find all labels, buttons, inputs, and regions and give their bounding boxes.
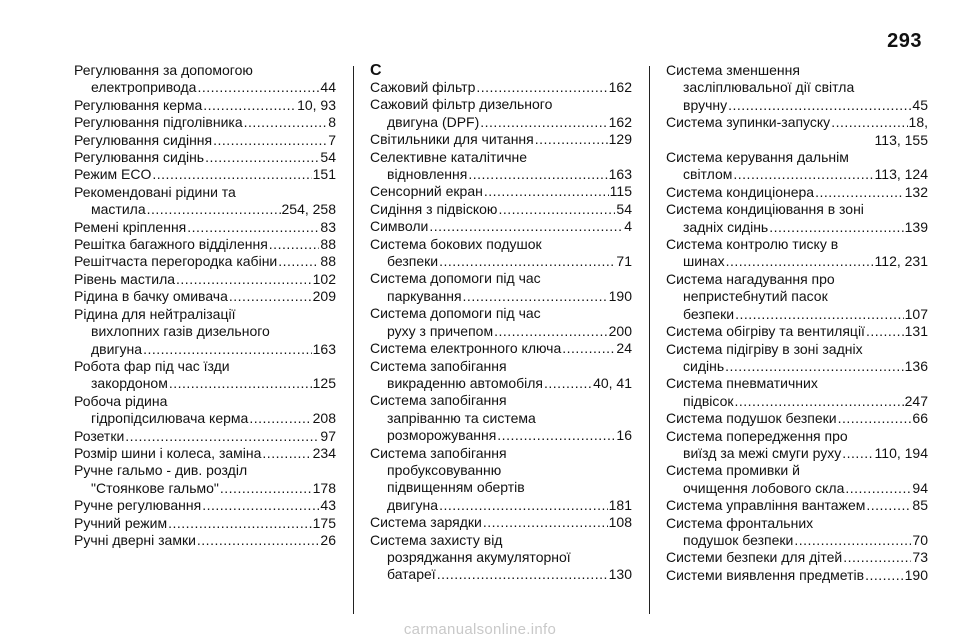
dot-leader [845,480,911,497]
index-entry [74,253,336,270]
dot-leader [842,445,873,462]
dot-leader [197,532,320,549]
entry-text: пробуксовуванню [387,461,502,478]
entry-text: підвісок [683,392,734,409]
index-entry [370,340,632,357]
entry-text: гідропідсилювача керма [91,410,249,427]
dot-leader [169,375,312,392]
page-ref: 190 [904,566,928,583]
index-columns [74,62,930,622]
page-ref: 43 [320,497,336,514]
dot-leader [866,323,904,340]
page-ref: 83 [320,218,336,235]
entry-text: Система зменшення [666,62,800,78]
column-divider [649,66,650,614]
entry-text: Система зупинки-запуску [666,114,831,131]
index-entry [666,375,928,410]
page-ref: 129 [608,131,632,148]
index-entry [666,341,928,376]
dot-leader [202,497,319,514]
dot-leader [244,114,328,131]
page-ref: 254, 258 [281,201,336,218]
entry-text: Символи [370,218,429,235]
entry-text: засліплювальної дії світла [683,79,855,96]
dot-leader [733,166,873,183]
entry-text: Робоча рідина [74,392,168,409]
section-letter: С [370,62,382,79]
entry-text: Рекомендовані рідини та [74,183,236,200]
index-entry [666,567,928,584]
index-entry [666,497,928,514]
page-ref: 162 [608,79,632,95]
dot-leader [197,79,319,96]
index-entry [74,532,336,549]
dot-leader [866,497,911,514]
index-entry [666,549,928,566]
dot-leader [494,323,608,340]
index-entry [74,445,336,462]
page-ref: 73 [912,549,928,566]
page-ref: 88 [320,236,336,253]
entry-text: Регулювання за допомогою [74,62,253,78]
watermark: carmanualsonline.info [403,621,557,638]
entry-text: Система промивки й [666,462,800,479]
dot-leader [125,428,319,445]
index-entry [74,236,336,253]
dot-leader [497,427,615,444]
entry-text: Система запобігання [370,392,507,409]
page-ref: 136 [904,357,928,374]
dot-leader [278,253,319,270]
entry-text: Робота фар під час їзди [74,357,230,374]
entry-text: Ручне гальмо - див. розділ [74,462,248,479]
page-ref: 181 [608,496,632,513]
page-ref: 4 [624,218,632,235]
page-ref: 70 [912,531,928,548]
entry-text: очищення лобового скла [683,479,845,496]
dot-leader [726,253,874,270]
dot-leader [794,532,911,549]
page-ref: 125 [312,375,336,392]
entry-text: Система бокових подушок [370,235,542,252]
entry-text: Ручні дверні замки [74,531,196,548]
dot-leader [437,566,608,583]
index-entry [74,306,336,358]
entry-text: Система фронтальних [666,514,814,531]
entry-text: батареї [387,566,436,583]
index-entry [370,445,632,515]
entry-text: Режим ECO [74,166,152,183]
entry-text: Решітчаста перегородка кабіни [74,253,278,270]
page-ref: 54 [320,149,336,166]
index-entry [74,358,336,393]
index-entry [370,201,632,218]
index-column-3 [666,62,928,584]
page-ref: 108 [608,514,632,531]
index-entry [74,149,336,166]
dot-leader [480,114,607,131]
entry-text: Система зарядки [370,514,482,531]
entry-text: відновлення [387,166,468,183]
page-ref: 94 [912,479,928,496]
index-entry [666,271,928,323]
entry-text: електропривода [91,79,197,96]
page-ref: 26 [320,531,336,548]
entry-text: паркування [387,287,462,304]
index-entry [74,428,336,445]
entry-text: Система подушок безпеки [666,410,837,427]
index-entry [370,236,632,271]
index-entry [666,201,928,236]
page-ref: 209 [312,288,336,305]
index-entry [666,149,928,184]
page-ref: 139 [904,218,928,235]
page-ref: 107 [904,305,928,322]
dot-leader [498,201,615,218]
entry-text: непристебнутий пасок [683,288,828,305]
index-entry [370,305,632,340]
dot-leader [143,341,312,358]
entry-text: безпеки [387,253,439,270]
page-ref: 88 [320,253,336,270]
dot-leader [249,410,311,427]
entry-text: Система керування дальнім [666,149,849,166]
page-ref: 113, 155 [874,131,928,148]
page-ref: 10, 93 [297,96,336,113]
entry-text: Сидіння з підвіскою [370,200,498,217]
page-ref: 115 [609,183,632,200]
entry-text: Система контролю тиску в [666,236,839,253]
page-ref: 175 [312,514,336,531]
dot-leader [838,410,912,427]
index-entry [370,392,632,444]
entry-text: Система електронного ключа [370,340,562,357]
entry-text: Рівень мастила [74,270,176,287]
entry-text: руху з причепом [387,322,494,339]
entry-text: Селективне каталітичне [370,148,528,165]
entry-text: "Стоянкове гальмо" [91,479,219,496]
entry-text: світлом [683,166,733,183]
index-entry [74,166,336,183]
dot-leader [728,97,911,114]
dot-leader [262,445,311,462]
page-ref: 102 [312,270,336,287]
page-ref: 45 [912,96,928,113]
entry-text: розряджання акумуляторної [387,548,571,565]
index-entry [370,149,632,184]
index-entry [370,131,632,148]
page-ref: 54 [616,200,632,217]
dot-leader [476,79,607,96]
index-entry [74,288,336,305]
index-entry [370,514,632,531]
page-ref: 40, 41 [593,374,632,391]
page-ref: 16 [616,427,632,444]
dot-leader [213,132,327,149]
index-entry [666,428,928,463]
index-entry [666,114,928,149]
page-ref: 71 [616,253,632,270]
entry-text: Система попередження про [666,427,848,444]
entry-text: Система допомоги під час [370,305,541,322]
index-entry [74,219,336,236]
dot-leader [725,358,904,375]
index-entry [666,462,928,497]
dot-leader [483,514,608,531]
page-ref: 132 [904,183,928,200]
page-ref: 163 [608,166,632,183]
entry-text: Система допомоги під час [370,270,541,287]
dot-leader [463,288,608,305]
page-ref: 97 [320,427,336,444]
index-entry [666,323,928,340]
entry-text: Система підігріву в зоні задніх [666,340,863,357]
index-entry [370,79,632,96]
dot-leader [769,219,903,236]
dot-leader [439,497,608,514]
dot-leader [168,515,312,532]
entry-text: вихлопних газів дизельного [91,323,270,340]
dot-leader [735,306,904,323]
index-entry [370,96,632,131]
page-ref: 18, [908,114,928,131]
page-ref: 151 [312,166,336,183]
column-divider [353,66,354,614]
entry-text: Розетки [74,427,125,444]
entry-text: двигуна [387,496,439,513]
dot-leader [831,114,907,131]
dot-leader [220,480,312,497]
entry-text: Ручне регулювання [74,497,202,514]
entry-text: подушок безпеки [683,531,794,548]
entry-text: двигуна [91,340,143,357]
entry-text: підвищенням обертів [387,479,525,496]
page-ref: 112, 231 [874,253,928,270]
dot-leader [429,218,623,235]
entry-text: Ручний режим [74,514,168,531]
page-ref: 7 [328,131,336,148]
entry-text: Розмір шини і колеса, заміна [74,444,262,461]
page-ref: 178 [312,479,336,496]
dot-leader [815,184,904,201]
entry-text: Сажовий фільтр дизельного [370,96,553,113]
entry-text: Система кондиціонера [666,183,815,200]
entry-text: Система нагадування про [666,270,835,287]
entry-text: Система запобігання [370,357,507,374]
entry-text: сидінь [683,357,725,374]
entry-text: Системи виявлення предметів [666,566,865,583]
index-entry [74,114,336,131]
entry-text: Система управління вантажем [666,497,866,514]
entry-text: Регулювання підголівника [74,114,243,131]
index-entry [74,132,336,149]
dot-leader [843,549,911,566]
entry-text: Ремені кріплення [74,218,187,235]
entry-text: Світильники для читання [370,131,534,148]
index-entry [74,393,336,428]
page-ref: 130 [608,566,632,583]
dot-leader [176,271,312,288]
entry-text: Сенсорний екран [370,183,483,200]
dot-leader [187,219,319,236]
index-entry [370,270,632,305]
entry-text: вручну [683,96,728,113]
index-entry [74,97,336,114]
dot-leader [269,236,320,253]
page-ref: 110, 194 [874,444,928,461]
entry-text: безпеки [683,305,735,322]
dot-leader [865,567,904,584]
index-entry [370,183,632,200]
dot-leader [152,166,311,183]
index-entry [74,271,336,288]
page-ref: 44 [320,79,336,96]
index-entry [666,184,928,201]
page-ref: 85 [912,497,928,514]
page-ref: 163 [312,340,336,357]
index-entry [74,184,336,219]
index-entry [370,358,632,393]
dot-leader [734,393,903,410]
entry-text: шинах [683,253,725,270]
entry-text: мастила [91,201,146,218]
entry-text: Регулювання сидінь [74,149,205,166]
entry-text: Система захисту від [370,531,503,548]
index-column-1 [74,62,336,549]
entry-text: розморожування [387,427,497,444]
index-entry [74,462,336,497]
entry-text: Системи безпеки для дітей [666,549,843,566]
index-entry [74,515,336,532]
entry-text: Система обігріву та вентиляції [666,323,865,340]
page-ref: 8 [328,114,336,131]
page-ref: 131 [904,323,928,340]
entry-text: виїзд за межі смуги руху [683,444,842,461]
index-column-2 [370,62,632,584]
entry-text: задніх сидінь [683,218,769,235]
entry-text: Система запобігання [370,444,507,461]
page-ref: 234 [312,444,336,461]
entry-text: Рідина в бачку омивача [74,288,228,305]
dot-leader [544,375,592,392]
dot-leader [468,166,607,183]
entry-text: Система пневматичних [666,375,818,392]
entry-text: закордоном [91,375,168,392]
index-entry [370,532,632,584]
index-entry [74,62,336,97]
dot-leader [439,253,615,270]
dot-leader [484,183,609,200]
entry-text: Решітка багажного відділення [74,236,268,253]
entry-text: Система кондиціювання в зоні [666,201,864,218]
index-entry [666,515,928,550]
dot-leader [147,201,281,218]
dot-leader [562,340,615,357]
page-ref: 247 [904,392,928,409]
index-entry [666,410,928,427]
dot-leader [205,149,319,166]
index-entry [666,236,928,271]
page-ref: 66 [912,410,928,427]
page-number: 293 [887,30,922,52]
index-entry [666,62,928,114]
entry-text: Рідина для нейтралізації [74,305,236,322]
page-ref: 208 [312,410,336,427]
index-entry [370,218,632,235]
entry-text: Сажовий фільтр [370,79,476,95]
entry-text: двигуна (DPF) [387,113,480,130]
dot-leader [229,288,312,305]
dot-leader [203,97,296,114]
entry-text: Регулювання сидіння [74,131,213,148]
entry-text: Регулювання керма [74,96,203,113]
index-entry [74,497,336,514]
page-ref: 162 [608,113,632,130]
page-ref: 113, 124 [874,166,928,183]
page-ref: 200 [608,322,632,339]
page-ref: 190 [608,287,632,304]
page-ref: 24 [616,340,632,357]
entry-text: викраденню автомобіля [387,374,544,391]
dot-leader [535,131,608,148]
entry-text: запріванню та система [387,409,536,426]
